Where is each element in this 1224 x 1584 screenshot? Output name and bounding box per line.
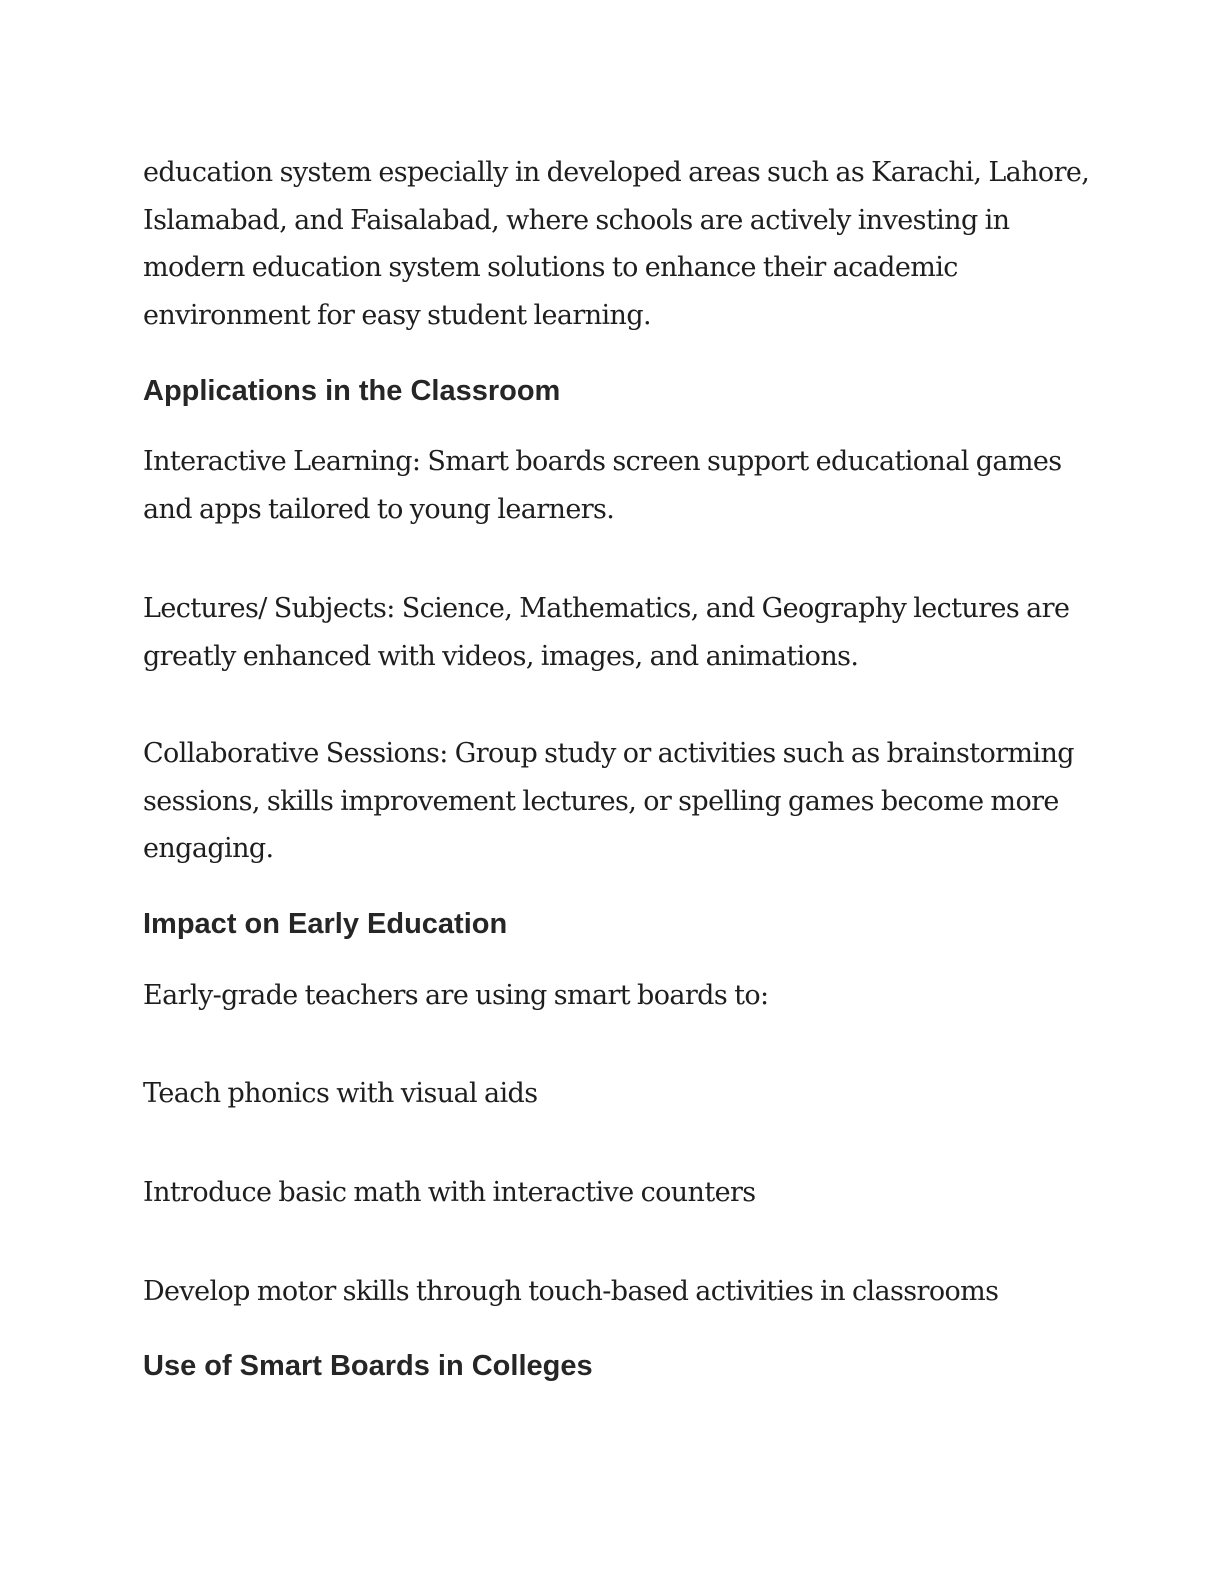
teach-phonics-paragraph: Teach phonics with visual aids [143, 1078, 538, 1109]
collaborative-sessions-paragraph: Collaborative Sessions: Group study or activities such as brainstorming sessions, skills improvement lectures, or spelling games become more engaging. [143, 738, 1074, 864]
early-grade-paragraph: Early-grade teachers are using smart boards to: [143, 980, 769, 1011]
heading-applications-in-classroom: Applications in the Classroom [143, 375, 561, 407]
lectures-subjects-paragraph: Lectures/ Subjects: Science, Mathematics, and Geography lectures are greatly enhanced with videos, images, and animations. [143, 593, 1070, 672]
motor-skills-paragraph: Develop motor skills through touch-based activities in classrooms [143, 1276, 999, 1307]
intro-paragraph: education system especially in developed areas such as Karachi, Lahore, Islamabad, and Faisalabad, where schools are actively investing in modern education system solutions to enhance their academic environment for easy student learning. [143, 157, 1090, 331]
interactive-learning-paragraph: Interactive Learning: Smart boards screen support educational games and apps tailored to young learners. [143, 446, 1062, 525]
heading-use-of-smart-boards-in-colleges: Use of Smart Boards in Colleges [143, 1350, 593, 1382]
heading-impact-on-early-education: Impact on Early Education [143, 908, 508, 940]
basic-math-paragraph: Introduce basic math with interactive counters [143, 1177, 756, 1208]
